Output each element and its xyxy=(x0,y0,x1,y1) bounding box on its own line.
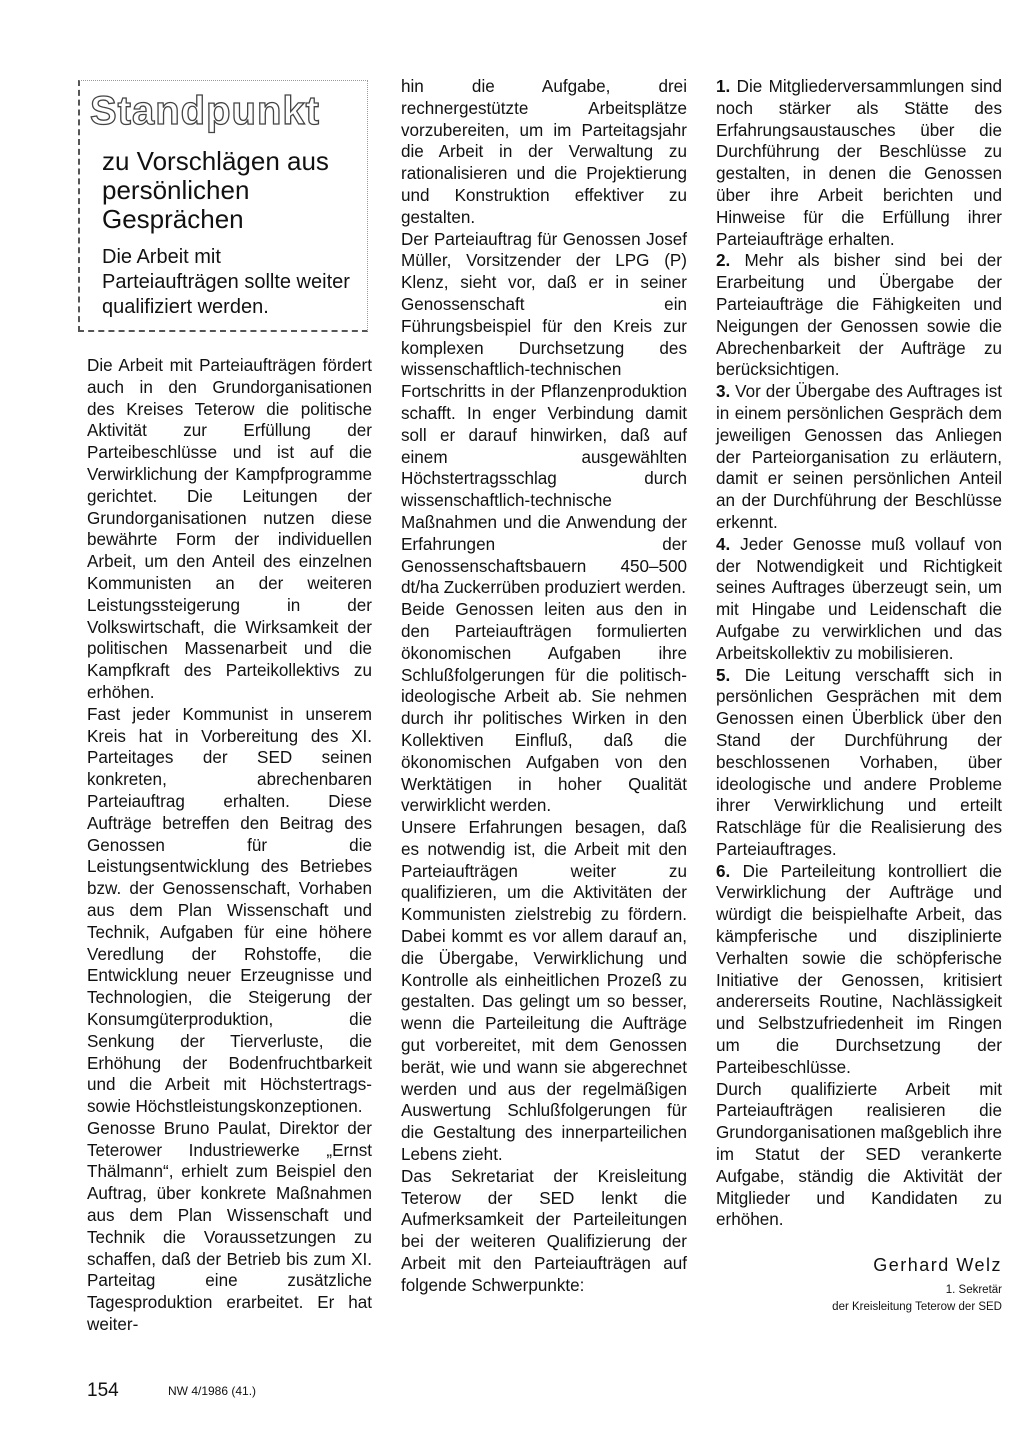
item-text: Die Mitgliederversammlungen sind noch stärker als Stätte des Erfahrungsaustausches über die Durchführung der Beschlüsse zu gestalten, in denen die Genossen über ihre Arbeit berichten und Hinweise für die Erfüllung ihrer Parteiaufträge erhalten. xyxy=(716,77,1003,249)
item-number: 6. xyxy=(716,861,731,881)
list-item xyxy=(716,534,1002,665)
paragraph: Das Sekretariat der Kreisleitung Teterow der SED lenkt die Aufmerksamkeit der Parteileitungen bei der weiteren Qualifizierung der Arbeit mit den Parteiaufträgen auf folgende Schwerpunkte: xyxy=(401,1166,687,1295)
page-number: 154 xyxy=(87,1380,119,1401)
box-subtitle: zu Vorschlägen aus persönlichen Gesprächen xyxy=(102,146,329,234)
list-item xyxy=(716,665,1002,861)
list-item xyxy=(716,250,1002,381)
standpunkt-box xyxy=(78,80,368,332)
item-text: Jeder Genosse muß vollauf von der Notwendigkeit und Richtigkeit seines Auftrages überzeugt sein, um mit Hingabe und Leidenschaft die Aufgabe zu verwirklichen und das Arbeitskollektiv zu mobilisieren. xyxy=(716,534,1003,663)
paragraph: Beide Genossen leiten aus den in den Parteiaufträgen formulierten ökonomischen Aufgaben ihre Schlußfolgerungen für die politisch-ideologische Arbeit ab. Sie nehmen durch ihr politisches Wirken in den Kollektiven Einfluß, daß die ökonomischen Aufgaben von den Werktätigen in hoher Qualität verwirklicht werden. xyxy=(401,600,687,816)
issue-reference: NW 4/1986 (41.) xyxy=(168,1384,257,1398)
item-text: Die Parteileitung kontrolliert die Verwirklichung der Aufträge und würdigt die beispielhafte Arbeit, das kämpferische und disziplinierte Verhalten sowie die schöpferische Initiative der Genossen, kritisiert andererseits Routine, Nachlässigkeit und Selbstzufriedenheit im Ringen um die Durchsetzung der Parteibeschlüsse. xyxy=(716,861,1003,1077)
paragraph: Unsere Erfahrungen besagen, daß es notwendig ist, die Arbeit mit den Parteiaufträgen weiter zu qualifizieren, um die Aktivitäten der Kommunisten zielstrebig zu fördern. Dabei kommt es vor allem darauf an, die Übergabe, Verwirklichung und Kontrolle als einheitlichen Prozeß zu gestalten. Das gelingt um so besser, wenn die Parteileitung die Aufträge gut vorbereitet, mit dem Genossen berät, wie und wann sie abgerechnet werden und aus der regelmäßigen Auswertung Schlußfolgerungen für die Gestaltung des innerparteilichen Lebens zieht. xyxy=(401,818,687,1165)
paragraph: Der Parteiauftrag für Genossen Josef Müller, Vorsitzender der LPG (P) Klenz, sieht vor, daß er in seiner Genossenschaft ein Führungsbeispiel für den Kreis zur komplexen Durchsetzung des wissenschaftlich-technischen Fortschritts in der Pflanzenproduktion schafft. In enger Verbindung damit soll er darauf hinwirken, daß auf einem ausgewählten Höchstertragsschlag durch wissenschaftlich-technische Maßnahmen und die Anwendung der Erfahrungen der Genossenschaftsbauern 450–500 dt/ha Zuckerrüben produziert werden. xyxy=(401,229,687,598)
item-text: Vor der Übergabe des Auftrages ist in einem persönlichen Gespräch dem jeweiligen Genossen das Anliegen der Parteiorganisation zu erläutern, damit er seinen persönlichen Anteil an der Durchführung der Beschlüsse erkennt. xyxy=(716,382,1003,532)
author-role-line: der Kreisleitung Teterow der SED xyxy=(832,1301,1002,1313)
author-name: Gerhard Welz xyxy=(873,1255,1002,1275)
list-item xyxy=(716,76,1002,250)
article-column-3 xyxy=(716,76,1002,1231)
author-role-line: 1. Sekretär xyxy=(945,1284,1002,1296)
article-column-2 xyxy=(401,76,687,1297)
item-number: 1. xyxy=(716,77,731,96)
box-lead: Die Arbeit mit Parteiaufträgen sollte weiter qualifiziert werden. xyxy=(102,246,350,318)
list-item xyxy=(716,861,1002,1079)
closing-paragraph: Durch qualifizierte Arbeit mit Parteiaufträgen realisieren die Grundorganisationen maßgeblich ihre im Statut der SED verankerte Aufgabe, ständig die Aktivität der Mitglieder und Kandidaten zu erhöhen. xyxy=(716,1079,1003,1230)
author-role xyxy=(716,1282,1002,1316)
paragraph: Die Arbeit mit Parteiaufträgen fördert auch in den Grundorganisationen des Kreises Teterow die politische Aktivität zur Erfüllung der Parteibeschlüsse und ist auf die Verwirklichung der Kampfprogramme gerichtet. Die Leitungen der Grundorganisationen nutzen diese bewährte Form der individuellen Arbeit, um den Anteil des einzelnen Kommunisten an der weiteren Leistungssteigerung in der Volkswirtschaft, die Wirksamkeit der politischen Massenarbeit und die Kampfkraft des Parteikollektivs zu erhöhen. xyxy=(87,356,372,702)
item-number: 2. xyxy=(716,251,731,271)
paragraph: hin die Aufgabe, drei rechnergestützte Arbeitsplätze vorzubereiten, um im Parteitagsjahr die Arbeit in der Verwaltung zu rationalisieren und die Projektierung und Konstruktion effektiver zu gestalten. xyxy=(401,77,687,227)
paragraph: Genosse Bruno Paulat, Direktor der Teterower Industriewerke „Ernst Thälmann“, erhielt zum Beispiel den Auftrag, über konkrete Maßnahmen aus dem Plan Wissenschaft und Technik die Voraussetzungen zu schaffen, daß der Betrieb bis zum XI. Parteitag eine zusätzliche Tagesproduktion erarbeitet. Er hat weiter- xyxy=(87,1118,372,1335)
paragraph: Fast jeder Kommunist in unserem Kreis hat in Vorbereitung des XI. Parteitages der SED seinen konkreten, abrechenbaren Parteiauftrag erhalten. Diese Aufträge betreffen den Beitrag des Genossen für die Leistungsentwicklung des Betriebes bzw. der Genossenschaft, Vorhaben aus dem Plan Wissenschaft und Technik, Aufgaben für eine höhere Veredlung der Rohstoffe, die Entwicklung neuer Erzeugnisse und Technologien, die Steigerung der Konsumgüterproduktion, die Senkung der Tierverluste, die Erhöhung der Bodenfruchtbarkeit und die Arbeit mit Höchstertrags- sowie Höchstleistungskonzeptionen. xyxy=(87,704,372,1117)
item-text: Mehr als bisher sind bei der Erarbeitung und Übergabe der Parteiaufträge die Fähigkeiten und Neigungen der Genossen sowie die Abrechenbarkeit der Aufträge zu berücksichtigen. xyxy=(716,251,1002,380)
item-text: Die Leitung verschafft sich in persönlichen Gesprächen mit dem Genossen einen Überblick über den Stand der Durchführung der beschlossenen Vorhaben, über ideologische und andere Probleme ihrer Verwirklichung und erteilt Ratschläge für die Realisierung des Parteiauftrages. xyxy=(716,665,1002,859)
item-number: 5. xyxy=(716,665,731,685)
list-item xyxy=(716,381,1002,534)
item-number: 4. xyxy=(716,534,731,554)
item-number: 3. xyxy=(716,382,731,402)
box-title: Standpunkt xyxy=(90,89,320,133)
article-column-1 xyxy=(87,355,372,1336)
